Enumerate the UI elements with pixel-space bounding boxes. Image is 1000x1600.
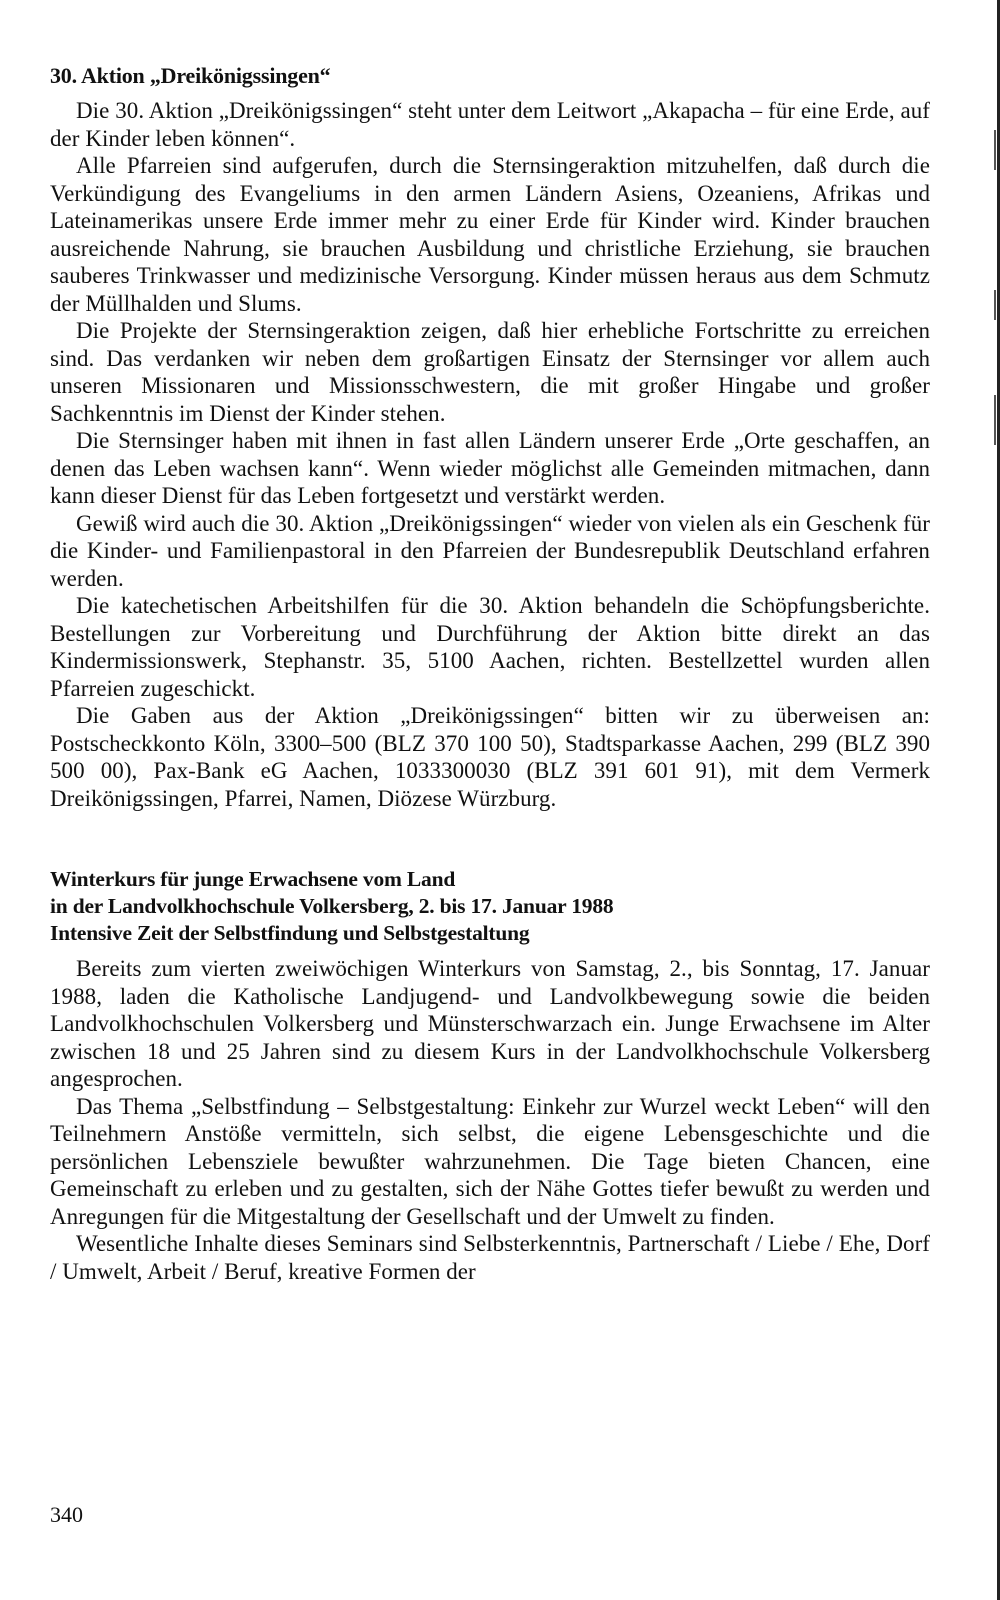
paragraph: Die Sternsinger haben mit ihnen in fast allen Ländern unserer Erde „Orte geschaffen, an denen das Leben wachsen kann“. Wenn wieder möglichst alle Gemeinden mitmachen, dann kann dieser Dienst für das Leben fortgesetzt und verstärkt werden. [50, 428, 930, 508]
paragraph: Die Gaben aus der Aktion „Dreikönigssingen“ bitten wir zu überweisen an: Postscheckkonto Köln, 3300–500 (BLZ 370 100 50), Stadtsparkasse Aachen, 299 (BLZ 390 500 00), Pax-Bank eG Aachen, 1033300030 (BLZ 391 601 91), mit dem Vermerk Dreikönigssingen, Pfarrei, Namen, Diözese Würzburg. [50, 703, 930, 811]
section-heading: 30. Aktion „Dreikönigssingen“ [50, 63, 331, 88]
document-page [50, 62, 930, 1285]
paragraph: Die Projekte der Sternsingeraktion zeigen, daß hier erhebliche Fortschritte zu erreichen sind. Das verdanken wir neben dem großartigen Einsatz der Sternsinger vor allem auch unseren Missionaren und Missionsschwestern, die mit großer Hingabe und großer Sachkenntnis im Dienst der Kinder stehen. [50, 318, 930, 426]
paragraph: Die katechetischen Arbeitshilfen für die 30. Aktion behandeln die Schöpfungsberichte. Bestellungen zur Vorbereitung und Durchführung der Aktion bitte direkt an das Kindermissionswerk, Stephanstr. 35, 5100 Aachen, richten. Bestellzettel wurden allen Pfarreien zugeschickt. [50, 593, 930, 701]
scan-edge-mark [994, 130, 996, 170]
heading-line: Intensive Zeit der Selbstfindung und Selbstgestaltung [50, 921, 530, 945]
paragraph: Die 30. Aktion „Dreikönigssingen“ steht unter dem Leitwort „Akapacha – für eine Erde, auf der Kinder leben können“. [50, 98, 930, 151]
paragraph: Alle Pfarreien sind aufgerufen, durch die Sternsingeraktion mitzuhelfen, daß durch die Verkündigung des Evangeliums in den armen Ländern Asiens, Ozeaniens, Afrikas und Lateinamerikas unsere Erde immer mehr zu einer Erde für Kinder wird. Kinder brauchen ausreichende Nahrung, sie brauchen Ausbildung und christliche Erziehung, sie brauchen sauberes Trinkwasser und medizinische Versorgung. Kinder müssen heraus aus dem Schmutz der Müllhalden und Slums. [50, 153, 930, 316]
scan-edge-mark [994, 395, 996, 445]
paragraph: Wesentliche Inhalte dieses Seminars sind Selbsterkenntnis, Partnerschaft / Liebe / Ehe, Dorf / Umwelt, Arbeit / Beruf, kreative Formen der [50, 1231, 930, 1284]
section-dreikoenigssingen [50, 62, 930, 812]
paragraph: Bereits zum vierten zweiwöchigen Winterkurs von Samstag, 2., bis Sonntag, 17. Januar 1988, laden die Katholische Landjugend- und Landvolkbewegung sowie die beiden Landvolkhochschulen Volkersberg und Münsterschwarzach ein. Junge Erwachsene im Alter zwischen 18 und 25 Jahren sind zu diesem Kurs in der Landvolkhochschule Volkersberg angesprochen. [50, 956, 930, 1091]
heading-line: Winterkurs für junge Erwachsene vom Land [50, 867, 456, 891]
paragraph: Das Thema „Selbstfindung – Selbstgestaltung: Einkehr zur Wurzel weckt Leben“ will den Teilnehmern Anstöße vermitteln, sich selbst, die eigene Lebensgeschichte und die persönlichen Lebensziele bewußter wahrzunehmen. Die Tage bieten Chancen, eine Gemeinschaft zu erleben und zu gestalten, sich der Nähe Gottes tiefer bewußt zu werden und Anregungen für die Mitgestaltung der Gesellschaft und der Umwelt zu finden. [50, 1093, 930, 1229]
paragraph: Gewiß wird auch die 30. Aktion „Dreikönigssingen“ wieder von vielen als ein Geschenk für die Kinder- und Familienpastoral in den Pfarreien der Bundesrepublik Deutschland erfahren werden. [50, 510, 930, 591]
scan-edge-mark [994, 290, 996, 320]
heading-line: in der Landvolkhochschule Volkersberg, 2. bis 17. Januar 1988 [50, 894, 614, 918]
page-number: 340 [50, 1502, 83, 1527]
section-heading [50, 866, 930, 947]
section-winterkurs [50, 866, 930, 1285]
